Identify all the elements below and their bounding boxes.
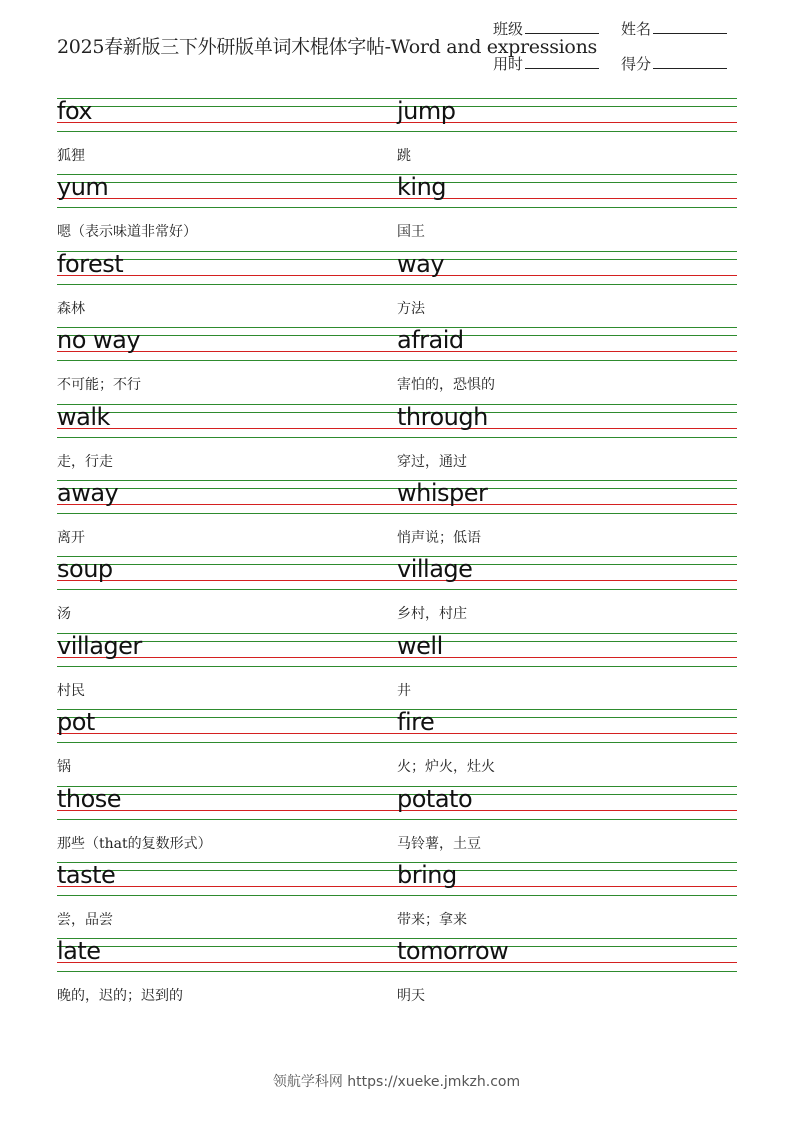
english-word: afraid [397,326,464,355]
baseline-red [57,122,397,123]
english-word: walk [57,402,110,431]
guide-line-green [57,360,397,361]
english-word: jump [397,97,456,125]
chinese-meaning: 马铃薯，土豆 [397,835,481,852]
word-cell [57,709,397,785]
word-cell [57,633,397,709]
chinese-meaning: 跳 [397,148,411,164]
chinese-meaning: 锅 [57,759,71,776]
guide-line-green [397,360,737,361]
baseline-red [397,733,737,734]
english-word: village [397,555,473,584]
chinese-meaning: 明天 [397,988,425,1005]
word-cell [397,174,737,250]
chinese-meaning: 带来；拿来 [397,912,467,928]
word-cell [57,480,397,556]
score-label: 得分 [621,55,652,73]
chinese-meaning: 汤 [57,606,71,623]
baseline-red [397,275,737,276]
guide-line-green [397,717,737,718]
guide-line-green [397,971,737,972]
word-cell [57,251,397,327]
guide-line-green [57,513,397,514]
guide-line-green [57,717,397,718]
word-cell [397,862,737,938]
english-word: soup [57,555,113,584]
word-cell [397,938,737,1014]
english-word: whisper [397,479,488,507]
word-cell [397,786,737,862]
english-word: bring [397,861,457,889]
word-cell [397,556,737,632]
guide-line-green [397,437,737,438]
english-word: way [397,249,445,278]
english-word: yum [57,173,109,202]
guide-line-green [57,938,397,939]
chinese-meaning: 乡村，村庄 [397,606,467,623]
english-word: fire [397,708,435,737]
chinese-meaning: 悄声说；低语 [397,530,481,546]
baseline-red [397,657,737,658]
guide-line-green [397,742,737,743]
english-word: forest [57,249,124,278]
guide-line-green [397,259,737,260]
guide-line-green [57,742,397,743]
baseline-red [57,962,397,963]
chinese-meaning: 离开 [57,530,85,546]
chinese-meaning: 晚的，迟的；迟到的 [57,988,183,1005]
english-word: tomorrow [397,937,509,966]
word-cell [57,786,397,862]
word-cell [397,404,737,480]
word-cell [57,862,397,938]
english-word: villager [57,631,142,660]
baseline-red [397,198,737,199]
guide-line-green [397,819,737,820]
guide-line-green [57,895,397,896]
word-cell [397,709,737,785]
chinese-meaning: 尝，品尝 [57,912,113,928]
page-title: 2025春新版三下外研版单词木棍体字帖-Word and expressions [57,36,597,58]
word-cell [57,556,397,632]
guide-line-green [397,641,737,642]
chinese-meaning: 走，行走 [57,453,113,470]
chinese-meaning: 不可能；不行 [57,377,141,394]
guide-line-green [57,709,397,710]
word-cell [397,480,737,556]
name-label: 姓名 [621,20,652,38]
guide-line-green [397,207,737,208]
guide-line-green [397,589,737,590]
word-cell [57,938,397,1014]
guide-line-green [397,131,737,132]
english-word: those [57,784,122,813]
guide-line-green [57,437,397,438]
guide-line-green [57,589,397,590]
english-word: well [397,631,443,660]
word-cell [57,327,397,403]
guide-line-green [57,106,397,107]
chinese-meaning: 穿过，通过 [397,453,467,470]
guide-line-green [397,633,737,634]
english-word: late [57,937,101,966]
guide-line-green [57,98,397,99]
word-cell [397,98,737,174]
chinese-meaning: 村民 [57,682,85,699]
guide-line-green [57,207,397,208]
word-cell [57,98,397,174]
english-word: pot [57,708,95,737]
time-label: 用时 [493,55,524,73]
baseline-red [57,733,397,734]
guide-line-green [397,182,737,183]
guide-line-green [397,284,737,285]
guide-line-green [397,513,737,514]
guide-line-green [57,971,397,972]
chinese-meaning: 嗯（表示味道非常好） [57,224,197,241]
chinese-meaning: 狐狸 [57,148,85,164]
chinese-meaning: 害怕的，恐惧的 [397,377,495,394]
guide-line-green [57,819,397,820]
guide-line-green [57,131,397,132]
class-label: 班级 [493,20,524,38]
word-cell [397,327,737,403]
english-word: potato [397,784,473,813]
guide-line-green [57,666,397,667]
guide-line-green [397,251,737,252]
english-word: fox [57,97,93,125]
chinese-meaning: 国王 [397,224,425,241]
chinese-meaning: 井 [397,682,411,699]
guide-line-green [397,895,737,896]
footer-watermark: 领航学科网 https://xueke.jmkzh.com [272,1074,521,1090]
word-cell [397,633,737,709]
guide-line-green [57,946,397,947]
word-cell [57,404,397,480]
guide-line-green [397,666,737,667]
english-word: king [397,173,447,202]
english-word: away [57,479,119,507]
chinese-meaning: 火；炉火，灶火 [397,759,495,776]
english-word: no way [57,326,141,355]
chinese-meaning: 森林 [57,300,85,317]
chinese-meaning: 那些（that的复数形式） [57,835,212,852]
word-cell [397,251,737,327]
guide-line-green [397,709,737,710]
chinese-meaning: 方法 [397,300,425,317]
guide-line-green [57,284,397,285]
guide-line-green [397,174,737,175]
word-cell [57,174,397,250]
english-word: taste [57,861,116,889]
english-word: through [397,402,488,431]
